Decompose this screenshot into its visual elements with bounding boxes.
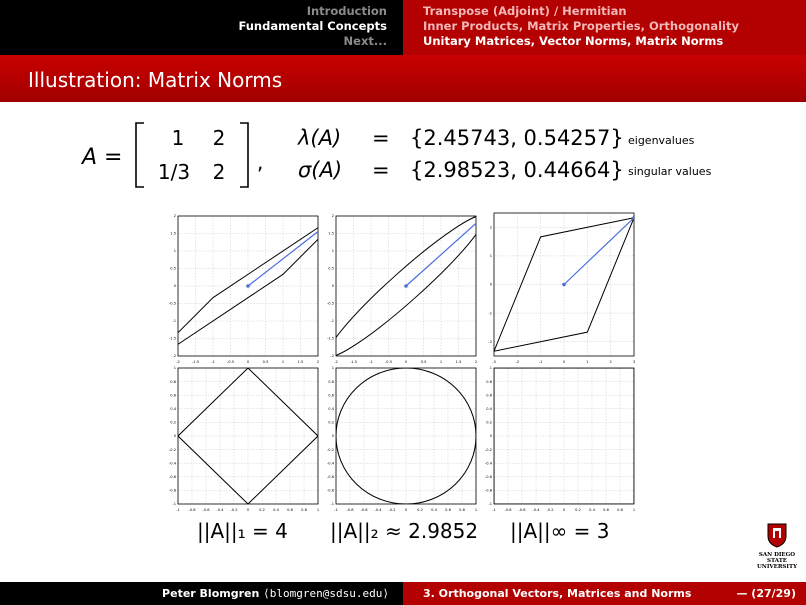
x-tick-label: 1: [632, 508, 636, 512]
max-stretch-vector: [564, 218, 634, 285]
y-tick-label: -1: [330, 319, 334, 324]
x-tick-label: 1: [316, 508, 320, 512]
singular-values-note: singular values: [628, 165, 712, 178]
x-tick-label: -0.5: [226, 360, 235, 364]
y-tick-label: -0.4: [484, 461, 492, 466]
matrix-lhs: A =: [82, 145, 123, 170]
x-tick-label: 1: [474, 508, 478, 512]
x-tick-label: 0.2: [417, 508, 423, 512]
parallelogram-outline: [166, 208, 353, 371]
norm-inf-value: ||A||∞ = 3: [510, 519, 610, 543]
y-tick-label: 0.8: [328, 379, 334, 384]
x-tick-label: -1: [211, 360, 215, 364]
subplot-6: [485, 366, 635, 512]
y-tick-label: -0.4: [326, 461, 334, 466]
x-tick-label: 1: [586, 360, 589, 364]
lambda-values: {2.45743, 0.54257}: [410, 126, 624, 150]
y-tick-label: 2: [173, 214, 176, 219]
vector-origin-point: [246, 284, 250, 288]
footer-page-number: — (27/29): [736, 587, 796, 600]
sdsu-emblem-icon: [766, 522, 788, 548]
vector-origin-point: [562, 283, 566, 287]
y-tick-label: 1: [331, 366, 334, 371]
y-tick-label: -1: [172, 502, 176, 507]
y-tick-label: -0.8: [484, 488, 492, 493]
y-tick-label: -0.2: [326, 447, 334, 452]
x-tick-label: -0.6: [360, 508, 368, 512]
nav-subsection-transpose[interactable]: Transpose (Adjoint) / Hermitian: [423, 4, 627, 18]
vector-origin-point: [404, 284, 408, 288]
x-tick-label: -2: [334, 360, 338, 364]
x-tick-label: -0.4: [374, 508, 382, 512]
x-tick-label: 0: [404, 360, 408, 364]
x-tick-label: -1: [492, 508, 496, 512]
x-tick-label: 0: [562, 508, 566, 512]
matrix-cell-1-1: 1: [171, 126, 185, 150]
sigma-equals: =: [372, 158, 390, 182]
subplot-4: [169, 366, 319, 512]
y-tick-label: -0.5: [326, 301, 334, 306]
section-nav: [0, 0, 403, 55]
x-tick-label: -0.2: [546, 508, 554, 512]
eigenvalues-note: eigenvalues: [628, 134, 695, 147]
y-tick-label: -1: [330, 502, 334, 507]
x-tick-label: 1: [439, 360, 443, 364]
y-tick-label: -0.5: [168, 301, 176, 306]
y-tick-label: -1: [488, 311, 492, 316]
y-tick-label: 2: [489, 225, 492, 230]
x-tick-label: -0.2: [388, 508, 396, 512]
y-tick-label: 1: [173, 249, 176, 254]
y-tick-label: -2: [172, 354, 176, 359]
nav-section-next[interactable]: Next...: [343, 34, 387, 48]
x-tick-label: 2: [609, 360, 612, 364]
x-tick-label: -0.6: [518, 508, 526, 512]
sdsu-logo: [750, 522, 804, 570]
x-tick-label: 1: [281, 360, 285, 364]
subsection-nav: [403, 0, 806, 55]
x-tick-label: -0.2: [230, 508, 238, 512]
y-tick-label: 1: [173, 366, 176, 371]
x-tick-label: -1.5: [349, 360, 358, 364]
x-tick-label: 0.4: [431, 508, 437, 512]
y-tick-label: 0.2: [170, 420, 176, 425]
footer-author-block: [0, 582, 403, 605]
y-tick-label: 0.8: [170, 379, 176, 384]
y-tick-label: -0.6: [168, 475, 176, 479]
x-tick-label: -2: [176, 360, 180, 364]
y-tick-label: -1.5: [326, 336, 334, 341]
y-tick-label: 0: [173, 284, 176, 289]
y-tick-label: 0.5: [328, 266, 334, 271]
norm-2-value: ||A||₂ ≈ 2.9852: [330, 519, 479, 543]
y-tick-label: 0: [331, 284, 334, 289]
norm-1-value: ||A||₁ = 4: [197, 519, 288, 543]
x-tick-label: -0.8: [504, 508, 512, 512]
y-tick-label: -2: [330, 354, 334, 359]
lambda-equals: =: [372, 126, 390, 150]
y-tick-label: 0.4: [170, 407, 176, 411]
nav-subsection-unitary-matrices[interactable]: Unitary Matrices, Vector Norms, Matrix Norms: [423, 34, 724, 48]
y-tick-label: 1.5: [328, 231, 334, 236]
y-tick-label: 0: [331, 434, 334, 439]
subplot-1: [166, 208, 358, 371]
vector-tip-point: [632, 216, 636, 220]
y-tick-label: 1.5: [170, 231, 176, 236]
header-bar: [0, 0, 806, 55]
x-tick-label: -1.5: [191, 360, 200, 364]
x-tick-label: 0: [562, 360, 566, 364]
sigma-values: {2.98523, 0.44664}: [410, 158, 624, 182]
y-tick-label: -1: [488, 502, 492, 507]
x-tick-label: 2: [316, 360, 320, 364]
matrix-cell-2-2: 2: [212, 160, 226, 184]
y-tick-label: -1: [172, 319, 176, 324]
x-tick-label: 0.6: [287, 508, 293, 512]
x-tick-label: -0.8: [346, 508, 354, 512]
y-tick-label: -0.6: [484, 475, 492, 479]
y-tick-label: 1: [331, 249, 334, 254]
y-tick-label: -1.5: [168, 336, 176, 341]
footer-topic-block: [403, 582, 806, 605]
matrix-cell-1-2: 2: [212, 126, 226, 150]
y-tick-label: 0: [489, 282, 492, 287]
y-tick-label: -0.6: [326, 475, 334, 479]
x-tick-label: 0.8: [301, 508, 307, 512]
curve-group: [166, 208, 358, 371]
y-tick-label: 1: [489, 254, 492, 259]
matrix-cell-2-1: 1/3: [157, 160, 191, 184]
x-tick-label: 0.6: [603, 508, 609, 512]
footer-topic: 3. Orthogonal Vectors, Matrices and Norms: [423, 587, 692, 600]
y-tick-label: -0.2: [168, 447, 176, 452]
x-tick-label: -0.4: [216, 508, 224, 512]
y-tick-label: 0.8: [486, 379, 492, 384]
x-tick-label: 0.8: [459, 508, 465, 512]
y-tick-label: 0.5: [170, 266, 176, 271]
footer-email: ⟨blomgren@sdsu.edu⟩: [263, 587, 389, 600]
subplot-3: [488, 213, 635, 364]
x-tick-label: -1: [176, 508, 180, 512]
x-tick-label: -0.4: [532, 508, 540, 512]
y-tick-label: 0.2: [486, 420, 492, 425]
x-tick-label: 0: [404, 508, 408, 512]
nav-section-introduction[interactable]: Introduction: [306, 4, 387, 18]
x-tick-label: 1.5: [297, 360, 304, 364]
norm-illustration-figure: [166, 208, 646, 512]
footer-bar: [0, 582, 806, 605]
x-tick-label: 1.5: [455, 360, 462, 364]
x-tick-label: -0.8: [188, 508, 196, 512]
y-tick-label: 0: [173, 434, 176, 439]
logo-line-1: SAN DIEGO STATE: [758, 552, 796, 564]
y-tick-label: 0.2: [328, 420, 334, 425]
x-tick-label: 0.2: [575, 508, 581, 512]
nav-section-fundamental-concepts[interactable]: Fundamental Concepts: [238, 19, 387, 33]
x-tick-label: -3: [492, 360, 496, 364]
slide-title-bar: [0, 55, 806, 102]
subplot-2: [318, 208, 494, 367]
x-tick-label: -0.6: [202, 508, 210, 512]
slide-title: Illustration: Matrix Norms: [28, 68, 283, 92]
x-tick-label: -1: [369, 360, 373, 364]
y-tick-label: 1: [489, 366, 492, 371]
nav-subsection-inner-products[interactable]: Inner Products, Matrix Properties, Orthogonality: [423, 19, 739, 33]
y-tick-label: 2: [331, 214, 334, 219]
lambda-lhs: λ(A): [298, 126, 342, 150]
sigma-lhs: σ(A): [298, 158, 343, 182]
curve-group: [494, 216, 636, 351]
y-tick-label: -0.8: [168, 488, 176, 493]
x-tick-label: 0.4: [589, 508, 595, 512]
y-tick-label: 0.6: [328, 393, 334, 398]
x-tick-label: 0: [246, 360, 250, 364]
vector-tip-point: [482, 215, 486, 219]
x-tick-label: 2: [474, 360, 478, 364]
x-tick-label: -1: [334, 508, 338, 512]
x-tick-label: 0.8: [617, 508, 623, 512]
logo-line-2: UNIVERSITY: [757, 564, 797, 570]
x-tick-label: -1: [538, 360, 543, 364]
x-tick-label: 0: [246, 508, 250, 512]
matrix-comma: ,: [257, 150, 264, 174]
x-tick-label: 0.5: [420, 360, 427, 364]
x-tick-label: 0.4: [273, 508, 279, 512]
y-tick-label: 0: [489, 434, 492, 439]
y-tick-label: -2: [488, 339, 492, 344]
x-tick-label: 3: [632, 360, 636, 364]
x-tick-label: 0.6: [445, 508, 451, 512]
y-tick-label: -0.4: [168, 461, 176, 466]
y-tick-label: 0.6: [170, 393, 176, 398]
x-tick-label: 0.5: [262, 360, 269, 364]
y-tick-label: -0.8: [326, 488, 334, 493]
y-tick-label: -0.2: [484, 447, 492, 452]
y-tick-label: 0.6: [486, 393, 492, 398]
y-tick-label: 0.4: [328, 407, 334, 411]
x-tick-label: -2: [515, 360, 520, 364]
subplot-5: [327, 366, 477, 512]
y-tick-label: 0.4: [486, 407, 492, 411]
x-tick-label: 0.2: [259, 508, 265, 512]
footer-author: Peter Blomgren: [162, 587, 260, 600]
x-tick-label: -0.5: [384, 360, 393, 364]
